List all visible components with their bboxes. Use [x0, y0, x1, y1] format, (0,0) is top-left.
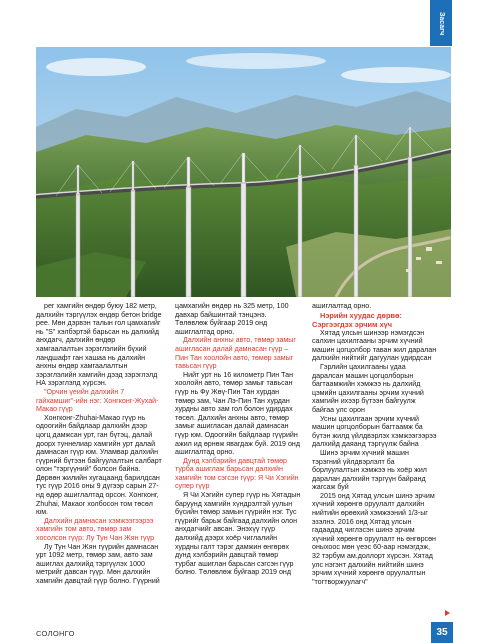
paragraph: цамхагийн өндөр нь 325 метр, 100 давхар байшинтай тэнцэнэ. Төлөвлөж буйгаар 2019 онд ашиглалтад орно.: [175, 302, 289, 336]
paragraph: Гэрлийн цахилгааны үдаа даралсан машин цогцолборын багтаамжийн хэмжээ нь далхийд цэмийн цахилгааны эрчим хүчний хамгийн ихээр бүтээн байгуулж байгаа улс орон: [312, 362, 424, 414]
subheading: Далхийн дамнасан хэмжээгээрээ хамгийн том авто, төмөр зам хосолсон гүүр: Лу Тун Чан Жян гүүр: [36, 516, 155, 543]
text-column-1: [36, 302, 162, 586]
section-heading: Нэрийн хуудас дөрвө: Сэргээгдэх эрчим хүч: [312, 310, 402, 329]
subheading: "Орчин үеийн далхийн 7 гайхамшиг"-ийн нэг: Хонгконг-Жухай-Макао гүүр: [36, 387, 159, 414]
paragraph: Лу Тун Чан Жян гүүрийн дамнасан урт 1092 метр, төмөр зам, авто зам ашиглах далхийд тэргүүлэх 1000 метрийг давсан гүүр. Мөн далхийн хамгийн давцтай гүүр болно. Гүүрний: [36, 542, 160, 585]
text-column-2: [175, 302, 301, 577]
paragraph: Шинэ эрчим хүчний машин тэрэгний үйлдвэрлэлт ба борлуулалтын хэмжээ нь хоёр жил даралан далхийн тэргүүн байранд жагсаж буй: [312, 448, 427, 492]
section-tab-label: Засагч нчилж: [416, 12, 445, 36]
magazine-name: СОЛОНГО: [36, 629, 75, 638]
text-column-3: [312, 302, 438, 586]
bridge-photo: [36, 47, 451, 297]
continue-arrow-icon: [445, 610, 450, 616]
paragraph: Усны цахилгаан эрчим хүчний машин цогцолборын багтаамж ба бүтэн жилд үйлдвэрлэх хэмжээгээрээ далхийд даяанд тэргүүлж байна: [312, 414, 437, 449]
paragraph: рег хамгийн өндөр буюу 182 метр, далхийн тэргүүлэх өндөр бетон bridge рее. Мөн дэрвэн талын гол цамхагийг нь "S" хэлбэртэй барьсан нь далхийд анхдагч, далхийн өндөр хамгаалалтын зэрэглэлийн бүхий ландшафт ган хашаа нь далхийн анхны өндөр хамгаалалтын зэрэглэлийн хамгийн дээд зэрэглэлд НА зэрэглэлд хүрсэн.: [36, 302, 162, 388]
paragraph: Нийт урт нь 16 километр Пин Тан хоолойн авто, төмөр замыг тавьсан гүүр нь Фу Жөү-Пин Тан хурдан төмөр зам, Чан Лэ-Пин Тан хурдан хурдны авто зам гол болон удирдах төсөл. Далхийн анхны авто, төмөр замыг ашигласан далай дамнасан гүүр юм. Одоогийн байдлаар гүүрийн ажил ид өрнөж явагдаж буй. 2019 онд ашиглалтад орно.: [175, 370, 300, 457]
paragraph: Я Чи Хэгийн супер гүүр нь Хятадын баруунд хамгийн хүндрэлтэй уулын бүсийн төмөр замын гүүрийн нэг. Тус гүүрийг барьж байгаад далхийн олон анхдагчийг авсан. Энэхүү гүүр далхийд дээрх хоёр чиглалийн хурдны галт тэрэг дамжин өнгөрөх дунд хэлбэрийн давцтай төмөр турбаг ашиглан барьсан сэгсэн гүүр болно. Төлөвлөж буйгаар 2019 онд: [175, 491, 301, 577]
paragraph: ашиглалтад орно.: [312, 302, 372, 310]
paragraph: 2015 онд Хятад улсын шинэ эрчим хүчний хөрөнгө оруулалт далхийн нийтийн өрөөхий хэмжээний 1/3-ыг эзэлнэ. 2016 онд Хятад улсын гадаадад чиглэсэн шинэ эрчим хүчний хөрөнгө оруулалт нь өнгөрсөн оныхоос мөн үеэс 60-аар нэмэгдэж, 32 тэрбум ам.доллорт хүрсэн. Хятад улс нэгэнт далхийн нийтийн шинэ эрчим хүчний хөрөнгө оруулалтын "тогтворжуулагч": [312, 491, 436, 586]
page-number: 35: [431, 622, 453, 643]
subheading: Дунд хэлбэрийн давцтай төмөр турба ашиглаж барьсан далхийн хамгийн том сэгсэн гүүр: Я Чи Хэгийн супер гүүр: [175, 456, 299, 491]
paragraph: Хонгконг-Zhuhai-Макао гүүр нь одоогийн байдлаар далхийн дээр цогц дамжсан урт, ган бүтэц, далай доорх туннелиар хамгийн урт далай дамнасан гүүр юм. Уламвар далхийн гүүрний бүтээн байгуулалтын салбарт олон "тэргүүний" болсон байна. Дөрвөн жилийн хугацаанд барилдсан тус гүүр 2016 оны 9 дүгээр сарын 27-нд өдөр ашиглалтад орсон. Хонгконг, Zhuhai, Макаог холбосон том төсөл юм.: [36, 413, 162, 517]
subheading: Далхийн анхны авто, төмөр замыг ашигласан далай дамнасан гүүр – Пин Тан хоолойн авто, төмөр замыг тавьсан гүүр: [175, 336, 296, 371]
bridge-landscape-image: [36, 47, 451, 297]
paragraph: Хятад улсын шинээр нэмэгдсэн салхин цахилгааны эрчим хүчний машин цогцолбор таван жил даралан далхийн нийтийг дагуулан удирдсан: [312, 328, 437, 363]
